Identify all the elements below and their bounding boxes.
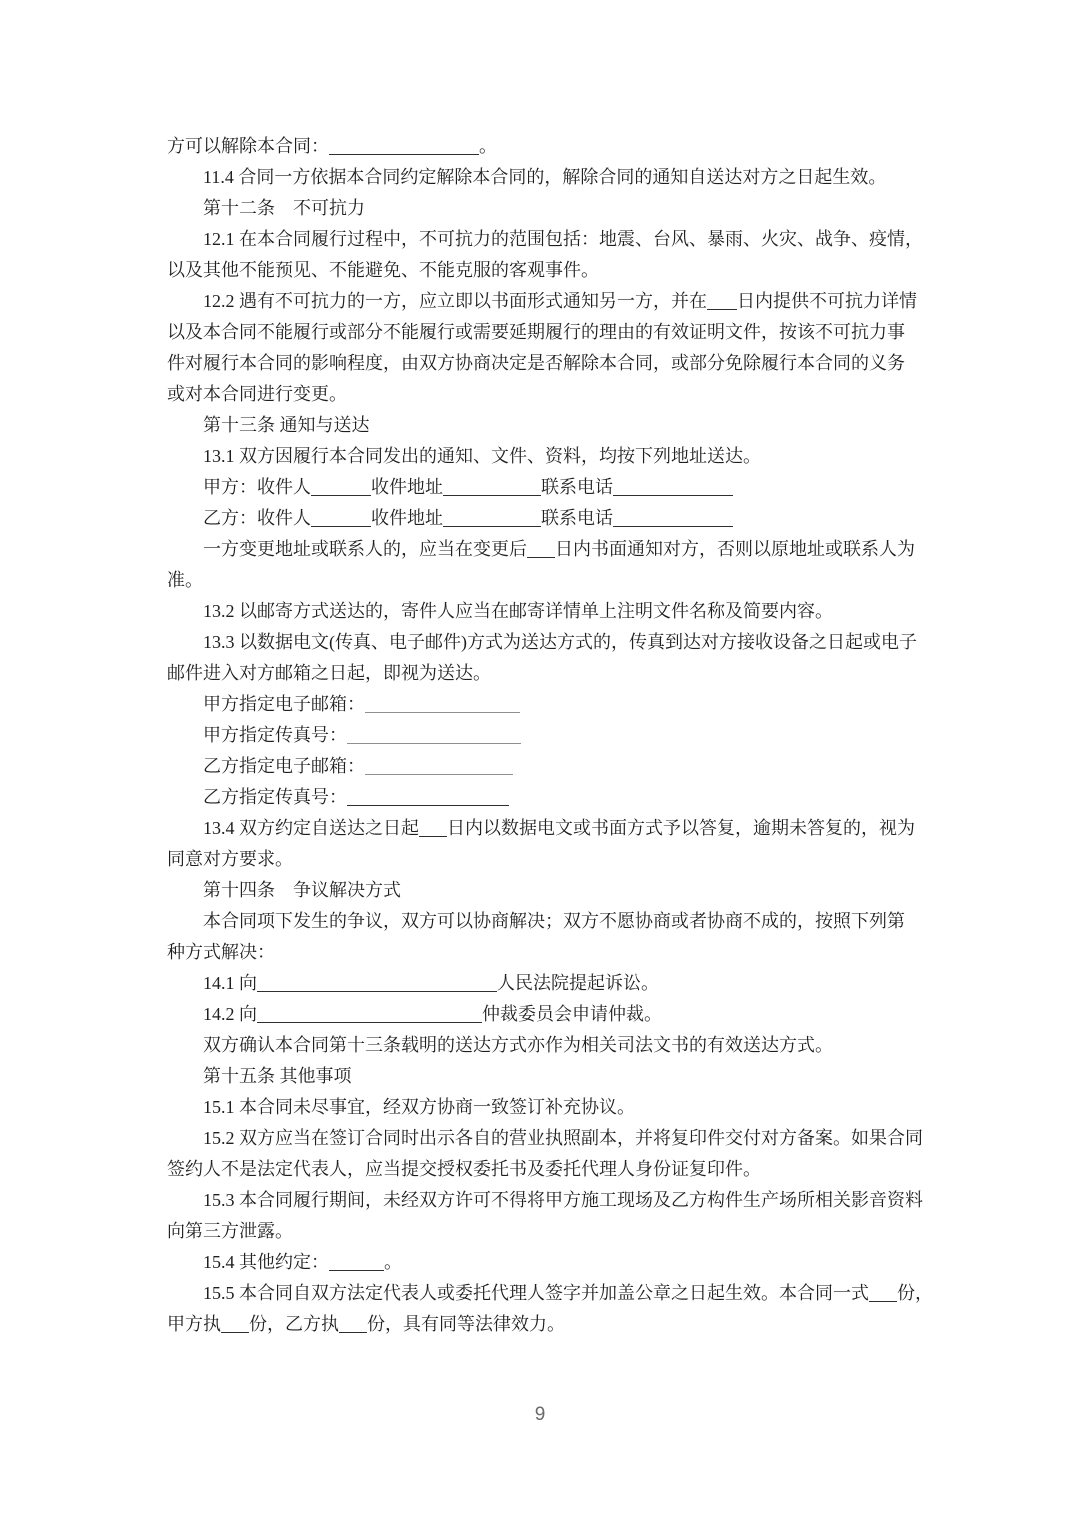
fill-in-blank (365, 774, 513, 775)
text-line (167, 255, 929, 286)
page-number: 9 (534, 1404, 546, 1425)
text-segment: 联系电话 (541, 477, 613, 497)
text-line (167, 689, 929, 720)
text-segment: 乙方指定传真号： (203, 787, 347, 807)
text-segment: 第十三条 通知与送达 (203, 415, 370, 435)
text-line (167, 720, 929, 751)
text-segment: 第十五条 其他事项 (203, 1066, 352, 1086)
fill-in-blank (339, 1332, 367, 1333)
text-segment: 本合同项下发生的争议，双方可以协商解决；双方不愿协商或者协商不成的，按照下列第 (203, 911, 905, 931)
fill-in-blank (347, 805, 509, 806)
fill-in-blank (257, 991, 497, 992)
text-segment: 15.5 本合同自双方法定代表人或委托代理人签字并加盖公章之日起生效。本合同一式 (203, 1283, 869, 1303)
text-segment: 15.1 本合同未尽事宜，经双方协商一致签订补充协议。 (203, 1097, 635, 1117)
text-line (167, 441, 929, 472)
fill-in-blank (613, 495, 733, 496)
text-segment: 15.3 本合同履行期间，未经双方许可不得将甲方施工现场及乙方构件生产场所相关影音资料 (203, 1190, 923, 1210)
text-line (167, 1216, 929, 1247)
text-line (167, 565, 929, 596)
text-segment: 邮件进入对方邮箱之日起，即视为送达。 (167, 663, 491, 683)
text-segment: 以及本合同不能履行或部分不能履行或需要延期履行的理由的有效证明文件，按该不可抗力事 (167, 322, 905, 342)
text-segment: 件对履行本合同的影响程度，由双方协商决定是否解除本合同，或部分免除履行本合同的义务 (167, 353, 905, 373)
fill-in-blank (329, 154, 479, 155)
text-segment: 第十二条 不可抗力 (203, 198, 365, 218)
fill-in-blank (613, 526, 733, 527)
fill-in-blank (257, 1022, 482, 1023)
text-segment: 种方式解决： (167, 942, 275, 962)
fill-in-blank (329, 1270, 384, 1271)
text-segment: 日内以数据电文或书面方式予以答复，逾期未答复的，视为 (447, 818, 915, 838)
text-segment: 甲方指定传真号： (203, 725, 347, 745)
text-line (167, 472, 929, 503)
text-line (167, 379, 929, 410)
text-segment: 13.2 以邮寄方式送达的，寄件人应当在邮寄详情单上注明文件名称及简要内容。 (203, 601, 833, 621)
text-line (167, 1092, 929, 1123)
fill-in-blank (311, 526, 371, 527)
text-segment: 或对本合同进行变更。 (167, 384, 347, 404)
text-line (167, 875, 929, 906)
text-segment: 份， (897, 1283, 933, 1303)
text-segment: 仲裁委员会申请仲裁。 (482, 1004, 662, 1024)
fill-in-blank (347, 743, 521, 744)
fill-in-blank (419, 836, 447, 837)
text-line (167, 1154, 929, 1185)
text-segment: 乙方：收件人 (203, 508, 311, 528)
text-segment: 同意对方要求。 (167, 849, 293, 869)
text-line (167, 503, 929, 534)
text-line (167, 317, 929, 348)
text-line (167, 658, 929, 689)
text-line (167, 1061, 929, 1092)
text-segment: 日内书面通知对方，否则以原地址或联系人为 (555, 539, 915, 559)
text-segment: 12.2 遇有不可抗力的一方，应立即以书面形式通知另一方，并在 (203, 291, 707, 311)
text-segment: 联系电话 (541, 508, 613, 528)
text-segment: 甲方：收件人 (203, 477, 311, 497)
fill-in-blank (707, 309, 737, 310)
text-segment: 11.4 合同一方依据本合同约定解除本合同的，解除合同的通知自送达对方之日起生效。 (203, 167, 887, 187)
text-segment: 收件地址 (371, 477, 443, 497)
text-line (167, 162, 929, 193)
text-line (167, 1185, 929, 1216)
fill-in-blank (527, 557, 555, 558)
text-segment: 14.2 向 (203, 1004, 257, 1024)
text-segment: 份，乙方执 (249, 1314, 339, 1334)
text-segment: 签约人不是法定代表人，应当提交授权委托书及委托代理人身份证复印件。 (167, 1159, 761, 1179)
text-segment: 。 (479, 136, 497, 156)
text-segment: 15.2 双方应当在签订合同时出示各自的营业执照副本，并将复印件交付对方备案。如果合同 (203, 1128, 923, 1148)
text-line (167, 968, 929, 999)
text-line (167, 1309, 929, 1340)
text-segment: 13.4 双方约定自送达之日起 (203, 818, 419, 838)
text-line (167, 1030, 929, 1061)
text-segment: 甲方指定电子邮箱： (203, 694, 365, 714)
document-body (167, 131, 933, 1340)
text-segment: 准。 (167, 570, 203, 590)
text-line (167, 348, 929, 379)
text-line (167, 224, 929, 255)
text-line (167, 813, 929, 844)
text-segment: 人民法院提起诉讼。 (497, 973, 659, 993)
text-segment: 日内提供不可抗力详情 (737, 291, 917, 311)
text-segment: 收件地址 (371, 508, 443, 528)
text-segment: 14.1 向 (203, 973, 257, 993)
text-line (167, 596, 929, 627)
text-line (167, 534, 929, 565)
text-line (167, 286, 929, 317)
fill-in-blank (443, 495, 541, 496)
text-segment: 13.1 双方因履行本合同发出的通知、文件、资料，均按下列地址送达。 (203, 446, 761, 466)
text-segment: 12.1 在本合同履行过程中，不可抗力的范围包括：地震、台风、暴雨、火灾、战争、疫情， (203, 229, 923, 249)
text-segment: 向第三方泄露。 (167, 1221, 293, 1241)
text-line (167, 751, 929, 782)
fill-in-blank (869, 1301, 897, 1302)
fill-in-blank (443, 526, 541, 527)
text-line (167, 131, 929, 162)
text-line (167, 1247, 929, 1278)
text-segment: 第十四条 争议解决方式 (203, 880, 401, 900)
text-segment: 乙方指定电子邮箱： (203, 756, 365, 776)
text-segment: 甲方执 (167, 1314, 221, 1334)
text-line (167, 937, 929, 968)
text-line (167, 193, 929, 224)
text-segment: 15.4 其他约定： (203, 1252, 329, 1272)
text-line (167, 1278, 933, 1309)
text-line (167, 999, 929, 1030)
text-segment: 13.3 以数据电文(传真、电子邮件)方式为送达方式的，传真到达对方接收设备之日起或电子 (203, 632, 917, 652)
text-line (167, 844, 929, 875)
text-segment: 以及其他不能预见、不能避免、不能克服的客观事件。 (167, 260, 599, 280)
fill-in-blank (311, 495, 371, 496)
text-segment: 一方变更地址或联系人的，应当在变更后 (203, 539, 527, 559)
fill-in-blank (221, 1332, 249, 1333)
text-line (167, 410, 929, 441)
text-segment: 。 (384, 1252, 402, 1272)
fill-in-blank (365, 712, 520, 713)
text-line (167, 627, 929, 658)
text-line (167, 1123, 929, 1154)
text-line (167, 782, 929, 813)
text-segment: 份，具有同等法律效力。 (367, 1314, 565, 1334)
text-line (167, 906, 929, 937)
text-segment: 双方确认本合同第十三条载明的送达方式亦作为相关司法文书的有效送达方式。 (203, 1035, 833, 1055)
text-segment: 方可以解除本合同： (167, 136, 329, 156)
